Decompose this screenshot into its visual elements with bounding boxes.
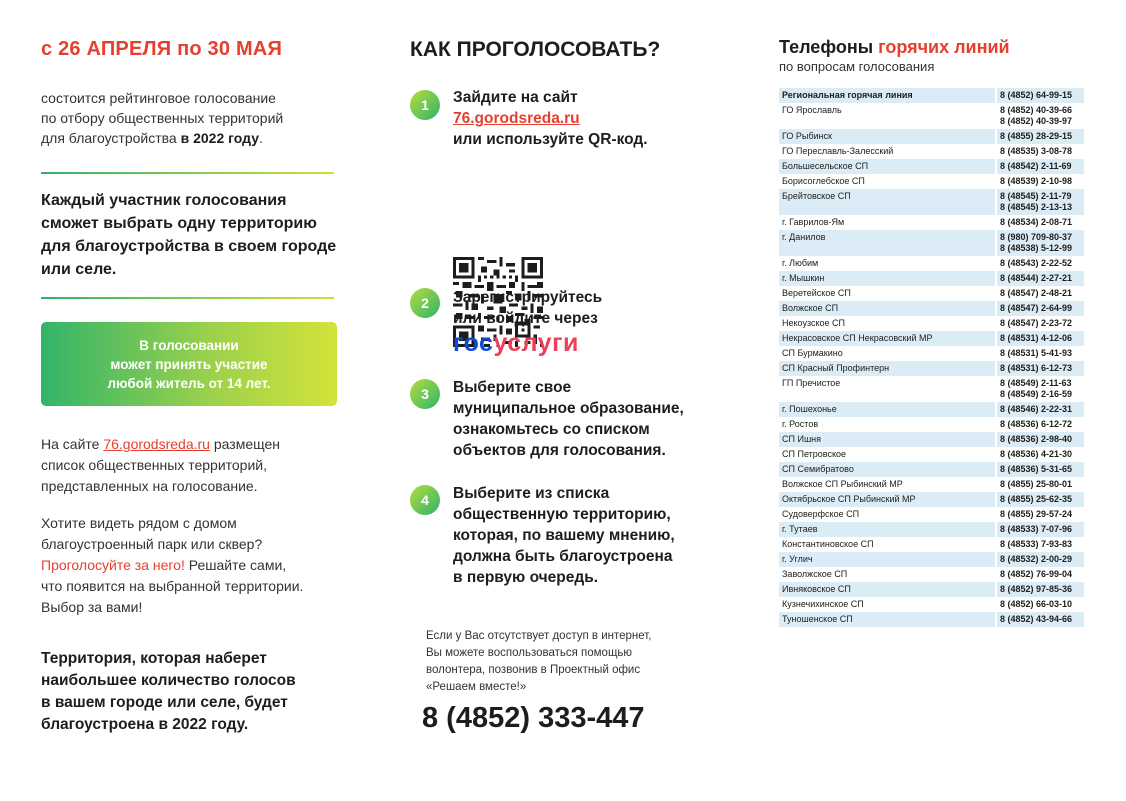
hotline-phone[interactable]: 8 (48535) 3-08-78 xyxy=(1000,146,1073,156)
hotline-phone[interactable]: 8 (4852) 64-99-15 xyxy=(1000,90,1073,100)
locality-name: ГО Переславль-Залесский xyxy=(779,144,996,159)
hotline-phone[interactable]: 8 (48549) 2-16-59 xyxy=(1000,389,1073,399)
hotline-phone[interactable]: 8 (48545) 2-11-79 xyxy=(1000,191,1072,201)
hotline-phones xyxy=(996,316,1084,331)
table-row xyxy=(779,462,1084,477)
hotline-phone[interactable]: 8 (48544) 2-27-21 xyxy=(1000,273,1073,283)
table-row xyxy=(779,361,1084,376)
hotline-phones xyxy=(996,567,1084,582)
hotline-phone[interactable]: 8 (48533) 7-93-83 xyxy=(1000,539,1073,549)
table-row xyxy=(779,346,1084,361)
table-row xyxy=(779,582,1084,597)
locality-name: Брейтовское СП xyxy=(779,189,996,215)
hotline-phones xyxy=(996,477,1084,492)
locality-name: г. Данилов xyxy=(779,230,996,256)
divider xyxy=(41,172,334,174)
hotline-phones xyxy=(996,129,1084,144)
hotline-phones xyxy=(996,159,1084,174)
intro-year: в 2022 году xyxy=(180,130,259,146)
hotline-phones xyxy=(996,256,1084,271)
locality-name: Борисоглебское СП xyxy=(779,174,996,189)
voting-dates: с 26 АПРЕЛЯ по 30 МАЯ xyxy=(41,38,283,60)
hotline-phone[interactable]: 8 (4855) 29-57-24 xyxy=(1000,509,1073,519)
hotline-phone[interactable]: 8 (48547) 2-23-72 xyxy=(1000,318,1073,328)
vote-call: Проголосуйте за него! xyxy=(41,557,185,573)
locality-name: Судоверфское СП xyxy=(779,507,996,522)
hotline-phones xyxy=(996,462,1084,477)
hotline-phone[interactable]: 8 (48538) 5-12-99 xyxy=(1000,243,1073,253)
hotline-phones xyxy=(996,230,1084,256)
hotline-phone[interactable]: 8 (48549) 2-11-63 xyxy=(1000,378,1072,388)
table-row xyxy=(779,402,1084,417)
table-row xyxy=(779,174,1084,189)
hotline-phone[interactable]: 8 (48534) 2-08-71 xyxy=(1000,217,1073,227)
locality-name: г. Мышкин xyxy=(779,271,996,286)
locality-name: г. Ростов xyxy=(779,417,996,432)
table-row xyxy=(779,597,1084,612)
hotline-phones xyxy=(996,447,1084,462)
locality-name: Некоузское СП xyxy=(779,316,996,331)
result-paragraph: Территория, которая наберет наибольшее количество голосов в вашем городе или селе, будет благоустроена в 2022 году. xyxy=(41,650,296,733)
hotline-phone[interactable]: 8 (4855) 28-29-15 xyxy=(1000,131,1073,141)
table-row xyxy=(779,477,1084,492)
hotline-phones xyxy=(996,88,1084,103)
how-to-vote-title: КАК ПРОГОЛОСОВАТЬ? xyxy=(410,38,661,61)
step-site-link[interactable]: 76.gorodsreda.ru xyxy=(453,110,580,127)
table-row xyxy=(779,144,1084,159)
gosuslugi-logo[interactable]: госуслуги xyxy=(453,329,579,357)
step-number: 1 xyxy=(410,90,440,120)
table-row xyxy=(779,492,1084,507)
locality-name: Октябрьское СП Рыбинский МР xyxy=(779,492,996,507)
hotline-phone[interactable]: 8 (4852) 97-85-36 xyxy=(1000,584,1073,594)
table-row xyxy=(779,301,1084,316)
hotline-phone[interactable]: 8 (48539) 2-10-98 xyxy=(1000,176,1073,186)
hotline-phone[interactable]: 8 (4852) 76-99-04 xyxy=(1000,569,1073,579)
table-row xyxy=(779,189,1084,215)
hotline-phones xyxy=(996,432,1084,447)
hotline-phone[interactable]: 8 (4852) 40-39-66 xyxy=(1000,105,1073,115)
step-number: 4 xyxy=(410,485,440,515)
project-office-phone[interactable]: 8 (4852) 333-447 xyxy=(422,702,645,734)
table-row xyxy=(779,567,1084,582)
table-row xyxy=(779,522,1084,537)
hotline-phone[interactable]: 8 (48546) 2-22-31 xyxy=(1000,404,1073,414)
hotline-phone[interactable]: 8 (4855) 25-62-35 xyxy=(1000,494,1073,504)
hotline-phones xyxy=(996,331,1084,346)
hotline-phone[interactable]: 8 (48547) 2-64-99 xyxy=(1000,303,1073,313)
hotline-phone[interactable]: 8 (48531) 6-12-73 xyxy=(1000,363,1073,373)
hotline-phone[interactable]: 8 (48536) 2-98-40 xyxy=(1000,434,1073,444)
hotline-phone[interactable]: 8 (48536) 4-21-30 xyxy=(1000,449,1073,459)
hotline-phones xyxy=(996,361,1084,376)
table-row xyxy=(779,331,1084,346)
table-row xyxy=(779,537,1084,552)
intro-line: состоится рейтинговое голосование xyxy=(41,90,276,106)
intro-paragraph xyxy=(41,88,341,148)
hotline-phones xyxy=(996,537,1084,552)
locality-name: СП Петровское xyxy=(779,447,996,462)
locality-name: СП Семибратово xyxy=(779,462,996,477)
locality-name: Заволжское СП xyxy=(779,567,996,582)
hotline-phone[interactable]: 8 (48532) 2-00-29 xyxy=(1000,554,1073,564)
hotline-phones xyxy=(996,189,1084,215)
table-row xyxy=(779,612,1084,627)
step-number: 3 xyxy=(410,379,440,409)
locality-name: Региональная горячая линия xyxy=(779,88,996,103)
locality-name: Кузнечихинское СП xyxy=(779,597,996,612)
table-row xyxy=(779,432,1084,447)
hotline-phone[interactable]: 8 (4852) 66-03-10 xyxy=(1000,599,1073,609)
age-callout-box: В голосовании может принять участие любой житель от 14 лет. xyxy=(41,322,337,406)
hotline-phone[interactable]: 8 (4855) 25-80-01 xyxy=(1000,479,1073,489)
locality-name: ГО Ярославль xyxy=(779,103,996,129)
hotline-phone[interactable]: 8 (980) 709-80-37 xyxy=(1000,232,1073,242)
divider xyxy=(41,297,334,299)
locality-name: СП Бурмакино xyxy=(779,346,996,361)
hotline-phones xyxy=(996,612,1084,627)
hotline-phone[interactable]: 8 (48543) 2-22-52 xyxy=(1000,258,1073,268)
hotline-phones xyxy=(996,301,1084,316)
locality-name: г. Углич xyxy=(779,552,996,567)
locality-name: Туношенское СП xyxy=(779,612,996,627)
hotline-phone[interactable]: 8 (48533) 7-07-96 xyxy=(1000,524,1073,534)
hotline-phones xyxy=(996,417,1084,432)
locality-name: г. Пошехонье xyxy=(779,402,996,417)
hotline-phone[interactable]: 8 (48545) 2-13-13 xyxy=(1000,202,1073,212)
participant-paragraph: Каждый участник голосования сможет выбрать одну территорию для благоустройства в своем городе или селе. xyxy=(41,192,337,278)
locality-name: ГП Пречистое xyxy=(779,376,996,402)
hotline-phone[interactable]: 8 (48542) 2-11-69 xyxy=(1000,161,1072,171)
locality-name: Веретейское СП xyxy=(779,286,996,301)
table-row xyxy=(779,271,1084,286)
locality-name: Ивняковское СП xyxy=(779,582,996,597)
table-row xyxy=(779,129,1084,144)
hotline-phones xyxy=(996,103,1084,129)
hotline-phones xyxy=(996,597,1084,612)
hotline-phones xyxy=(996,507,1084,522)
table-row xyxy=(779,103,1084,129)
site-paragraph: На сайте 76.gorodsreda.ru размещен список общественных территорий, представленных на голосование. xyxy=(41,436,280,494)
table-row xyxy=(779,447,1084,462)
site-link[interactable]: 76.gorodsreda.ru xyxy=(103,436,210,452)
hotline-phone[interactable]: 8 (4852) 40-39-97 xyxy=(1000,116,1073,126)
hotline-phones xyxy=(996,582,1084,597)
hotline-phones xyxy=(996,215,1084,230)
appeal-paragraph: Хотите видеть рядом с домом благоустроенный парк или сквер? Проголосуйте за него! Решайте сами, что появится на выбранной территории. Выбор за вами! xyxy=(41,515,304,615)
hotline-phones xyxy=(996,552,1084,567)
hotline-phones xyxy=(996,492,1084,507)
hotline-phones xyxy=(996,522,1084,537)
step-number: 2 xyxy=(410,288,440,318)
hotlines-subtitle: по вопросам голосования xyxy=(779,59,935,74)
locality-name: Большесельское СП xyxy=(779,159,996,174)
hotlines-table xyxy=(779,88,1084,627)
table-row xyxy=(779,552,1084,567)
locality-name: Константиновское СП xyxy=(779,537,996,552)
locality-name: Некрасовское СП Некрасовский МР xyxy=(779,331,996,346)
table-row xyxy=(779,507,1084,522)
locality-name: Волжское СП xyxy=(779,301,996,316)
hotline-phones xyxy=(996,174,1084,189)
locality-name: г. Гаврилов-Ям xyxy=(779,215,996,230)
locality-name: г. Любим xyxy=(779,256,996,271)
table-row xyxy=(779,230,1084,256)
hotline-phone[interactable]: 8 (48536) 5-31-65 xyxy=(1000,464,1073,474)
hotline-phone[interactable]: 8 (48547) 2-48-21 xyxy=(1000,288,1073,298)
hotline-phone[interactable]: 8 (48531) 4-12-06 xyxy=(1000,333,1073,343)
table-row xyxy=(779,215,1084,230)
locality-name: СП Ишня xyxy=(779,432,996,447)
locality-name: ГО Рыбинск xyxy=(779,129,996,144)
locality-name: Волжское СП Рыбинский МР xyxy=(779,477,996,492)
hotline-phones xyxy=(996,402,1084,417)
hotline-phones xyxy=(996,144,1084,159)
hotlines-title: Телефоны горячих линий xyxy=(779,37,1010,57)
table-row xyxy=(779,256,1084,271)
table-row xyxy=(779,88,1084,103)
hotline-phones xyxy=(996,271,1084,286)
hotline-phone[interactable]: 8 (48531) 5-41-93 xyxy=(1000,348,1073,358)
hotline-phones xyxy=(996,286,1084,301)
table-row xyxy=(779,417,1084,432)
table-row xyxy=(779,159,1084,174)
intro-line: для благоустройства в 2022 году. xyxy=(41,130,263,146)
hotline-phones xyxy=(996,376,1084,402)
hotline-phones xyxy=(996,346,1084,361)
locality-name: СП Красный Профинтерн xyxy=(779,361,996,376)
intro-line: по отбору общественных территорий xyxy=(41,110,284,126)
locality-name: г. Тутаев xyxy=(779,522,996,537)
hotline-phone[interactable]: 8 (4852) 43-94-66 xyxy=(1000,614,1073,624)
offline-help-note: Если у Вас отсутствует доступ в интернет, Вы можете воспользоваться помощью волонтера, позвонив в Проектный офис «Решаем вместе!» xyxy=(426,630,652,693)
hotline-phone[interactable]: 8 (48536) 6-12-72 xyxy=(1000,419,1073,429)
table-row xyxy=(779,316,1084,331)
table-row xyxy=(779,286,1084,301)
table-row xyxy=(779,376,1084,402)
